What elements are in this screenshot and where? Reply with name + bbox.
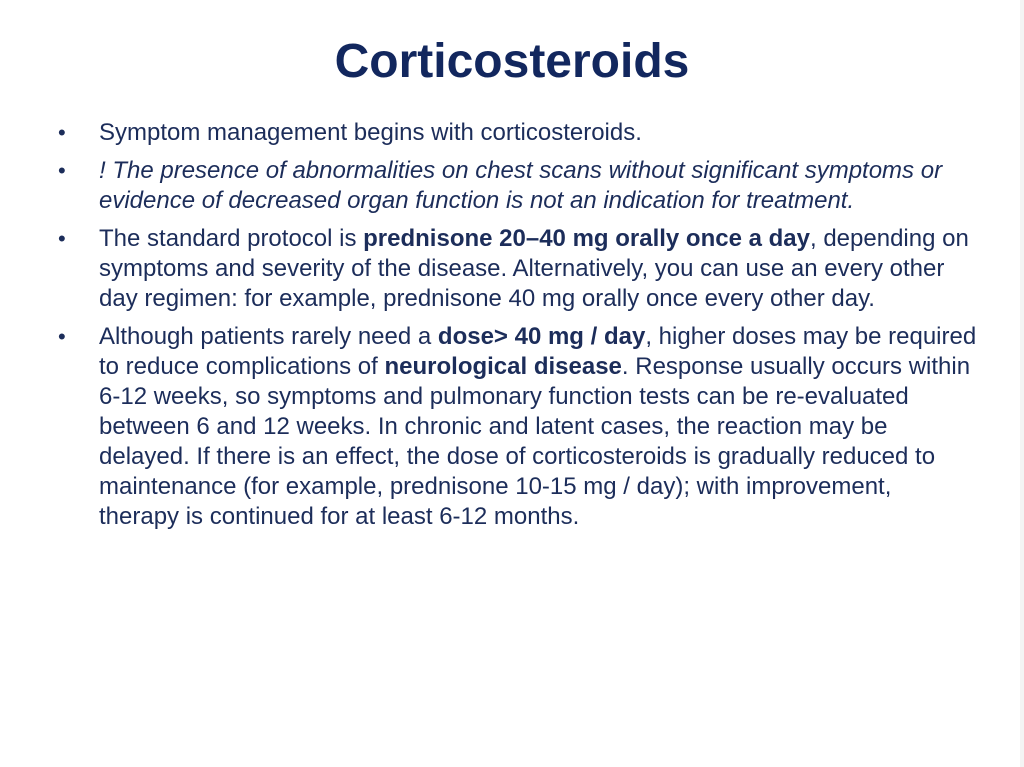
bullet-item-3 <box>58 224 978 314</box>
slide-edge-divider <box>1020 0 1024 767</box>
bullet-text: The standard protocol is <box>99 225 364 252</box>
bullet-list <box>58 118 978 540</box>
slide-title: Corticosteroids <box>334 35 690 88</box>
bullet-dot-icon: • <box>58 324 66 349</box>
bullet-dot-icon: • <box>58 226 66 251</box>
bullet-item-4 <box>58 322 978 532</box>
bullet-text: , depending on symptoms and severity of the disease. Alternatively, you can use an every other day regimen: for example, prednisone 40 mg orally once every other day. <box>99 225 969 312</box>
bullet-text-emphasis: neurological disease <box>384 353 622 380</box>
bullet-dot-icon: • <box>58 120 66 145</box>
bullet-text-emphasis: dose> 40 mg / day <box>437 323 646 350</box>
bullet-dot-icon: • <box>58 158 66 183</box>
bullet-text: Although patients rarely need a <box>99 323 438 350</box>
bullet-text: , higher doses may be required to reduce complications of <box>99 323 977 380</box>
bullet-item-2 <box>58 156 978 216</box>
bullet-text-italic-note: ! The presence of abnormalities on chest scans without significant symptoms or evidence of decreased organ function is not an indication for treatment. <box>99 157 943 214</box>
bullet-text: . Response usually occurs within 6-12 weeks, so symptoms and pulmonary function tests can be re-evaluated between 6 and 12 weeks. In chronic and latent cases, the reaction may be delayed. If there is an effect, the dose of corticosteroids is gradually reduced to maintenance (for example, prednisone 10-15 mg / day); with improvement, therapy is continued for at least 6-12 months. <box>99 353 971 530</box>
bullet-text-emphasis: prednisone 20–40 mg orally once a day <box>363 225 810 252</box>
bullet-item-1 <box>58 118 978 148</box>
bullet-text: Symptom management begins with corticosteroids. <box>99 119 642 146</box>
